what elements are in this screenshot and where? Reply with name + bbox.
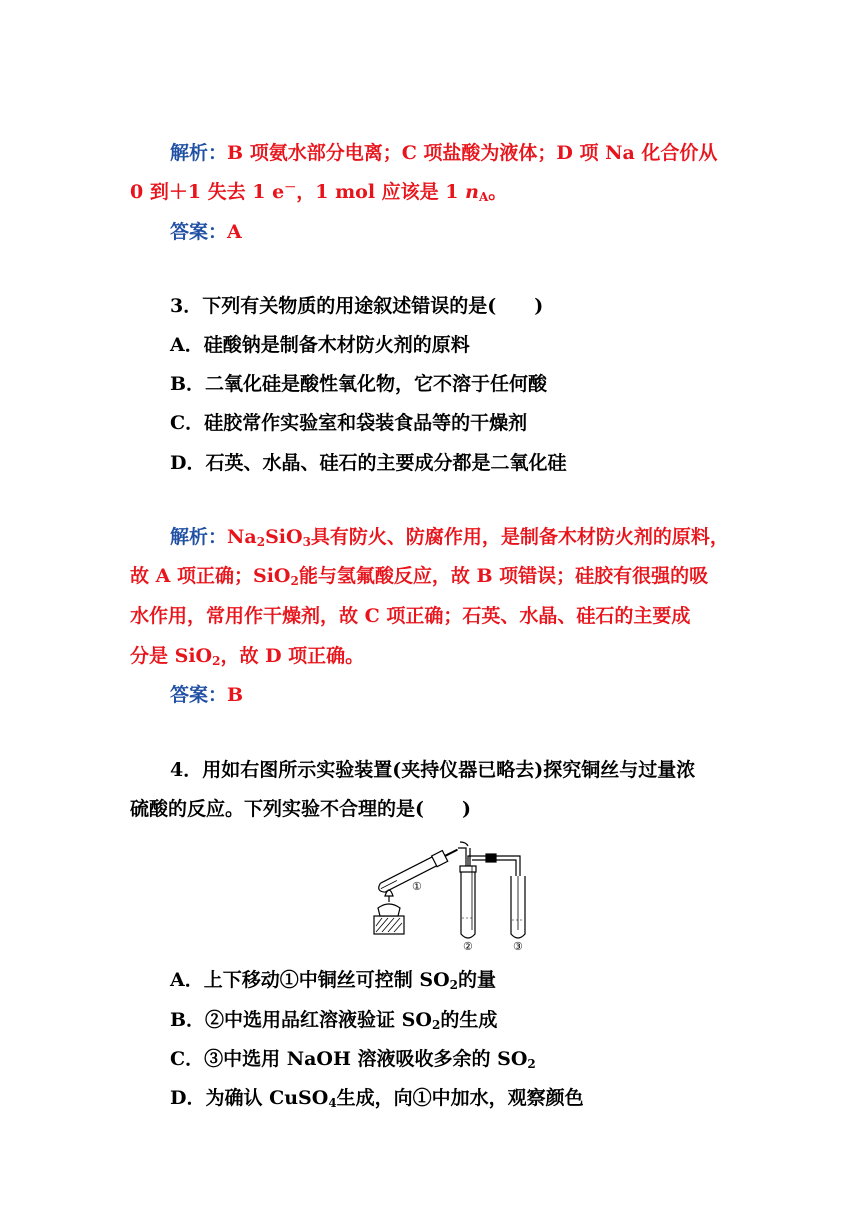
q2-nA-sub: A [478,190,489,204]
tube-2-stopper [460,866,476,872]
q3-analysis-line2 [130,564,708,588]
apparatus-diagram [368,830,538,952]
label-2: ② [463,940,473,952]
q3-a4-pre: 分是 SiO [130,645,213,667]
q3-a1-rest: 具有防火、防腐作用，是制备木材防火剂的原料， [310,526,729,548]
q3-option-c: C．硅胶常作实验室和袋装食品等的干燥剂 [170,412,528,434]
q4-optD-sub: 4 [328,1096,337,1110]
q3-a1-mid: SiO [265,526,303,548]
q3-option-a: A．硅酸钠是制备木材防火剂的原料 [170,334,470,356]
q3-answer-value: B [227,684,244,706]
copper-wire [460,842,468,846]
q4-optA-post: 的量 [458,969,497,991]
q4-optB-pre: B．②中选用品红溶液验证 SO [170,1009,432,1031]
q4-optA-sub: 2 [449,978,458,992]
q2-electron-sup: － [284,180,297,194]
q4-optA-pre: A．上下移动①中铜丝可控制 SO [170,969,450,991]
q2-answer-label: 答案： [170,221,228,243]
q4-optB-sub: 2 [431,1018,441,1032]
q4-stem-line2: 硫酸的反应。下列实验不合理的是( ) [130,798,471,820]
q4-optB-post: 的生成 [440,1009,498,1031]
q3-option-b: B．二氧化硅是酸性氧化物，它不溶于任何酸 [170,373,548,395]
label-3: ③ [513,940,523,952]
q3-analysis-line1 [170,525,729,549]
q3-analysis-label: 解析： [170,526,228,548]
tube-joint [486,854,496,862]
test-tube-2 [461,870,475,938]
q4-option-c [170,1047,536,1071]
q3-a1-sub1: 2 [256,535,266,549]
q2-analysis-label: 解析： [170,142,228,164]
q4-optC-pre: C．③中选用 NaOH 溶液吸收多余的 SO [170,1048,528,1070]
q3-analysis-line4 [130,644,364,668]
q2-analysis-end: 。 [488,181,508,203]
q2-analysis-line1 [170,141,717,165]
q2-analysis-text2b: ，1 mol 应该是 1 [296,181,466,203]
q3-answer [170,683,243,707]
q2-answer-value: A [227,221,242,243]
q3-a4-rest: ，故 D 项正确。 [220,645,365,667]
q3-answer-label: 答案： [170,684,228,706]
q3-a2-rest: 能与氢氟酸反应，故 B 项错误；硅胶有很强的吸 [298,565,709,587]
q3-a1-pre: Na [227,526,257,548]
q3-a4-sub: 2 [212,654,221,668]
q3-analysis-line3: 水作用，常用作干燥剂，故 C 项正确；石英、水晶、硅石的主要成 [130,605,691,627]
q3-a2-pre: 故 A 项正确；SiO [130,565,291,587]
q2-analysis-line2 [130,180,507,204]
q2-analysis-text1: B 项氨水部分电离；C 项盐酸为液体；D 项 Na 化合价从 [227,142,718,164]
q4-optD-pre: D．为确认 CuSO [170,1087,329,1109]
q4-option-d [170,1086,584,1110]
q2-analysis-text2a: 0 到＋1 失去 1 e [130,181,285,203]
q4-option-a [170,968,496,992]
alcohol-lamp [378,904,400,916]
q3-option-d: D．石英、水晶、硅石的主要成分都是二氧化硅 [170,452,567,474]
q4-optC-sub: 2 [527,1057,536,1071]
q3-a2-sub: 2 [290,574,299,588]
q4-optD-post: 生成，向①中加水，观察颜色 [336,1087,584,1109]
q2-nA-n: n [465,181,479,203]
q2-answer [170,220,242,244]
q3-stem: 3．下列有关物质的用途叙述错误的是( ) [170,295,544,317]
label-1: ① [412,880,422,893]
q4-stem-line1: 4．用如右图所示实验装置(夹持仪器已略去)探究铜丝与过量浓 [170,759,696,781]
q4-option-b [170,1008,497,1032]
q3-a1-sub2: 3 [302,535,311,549]
